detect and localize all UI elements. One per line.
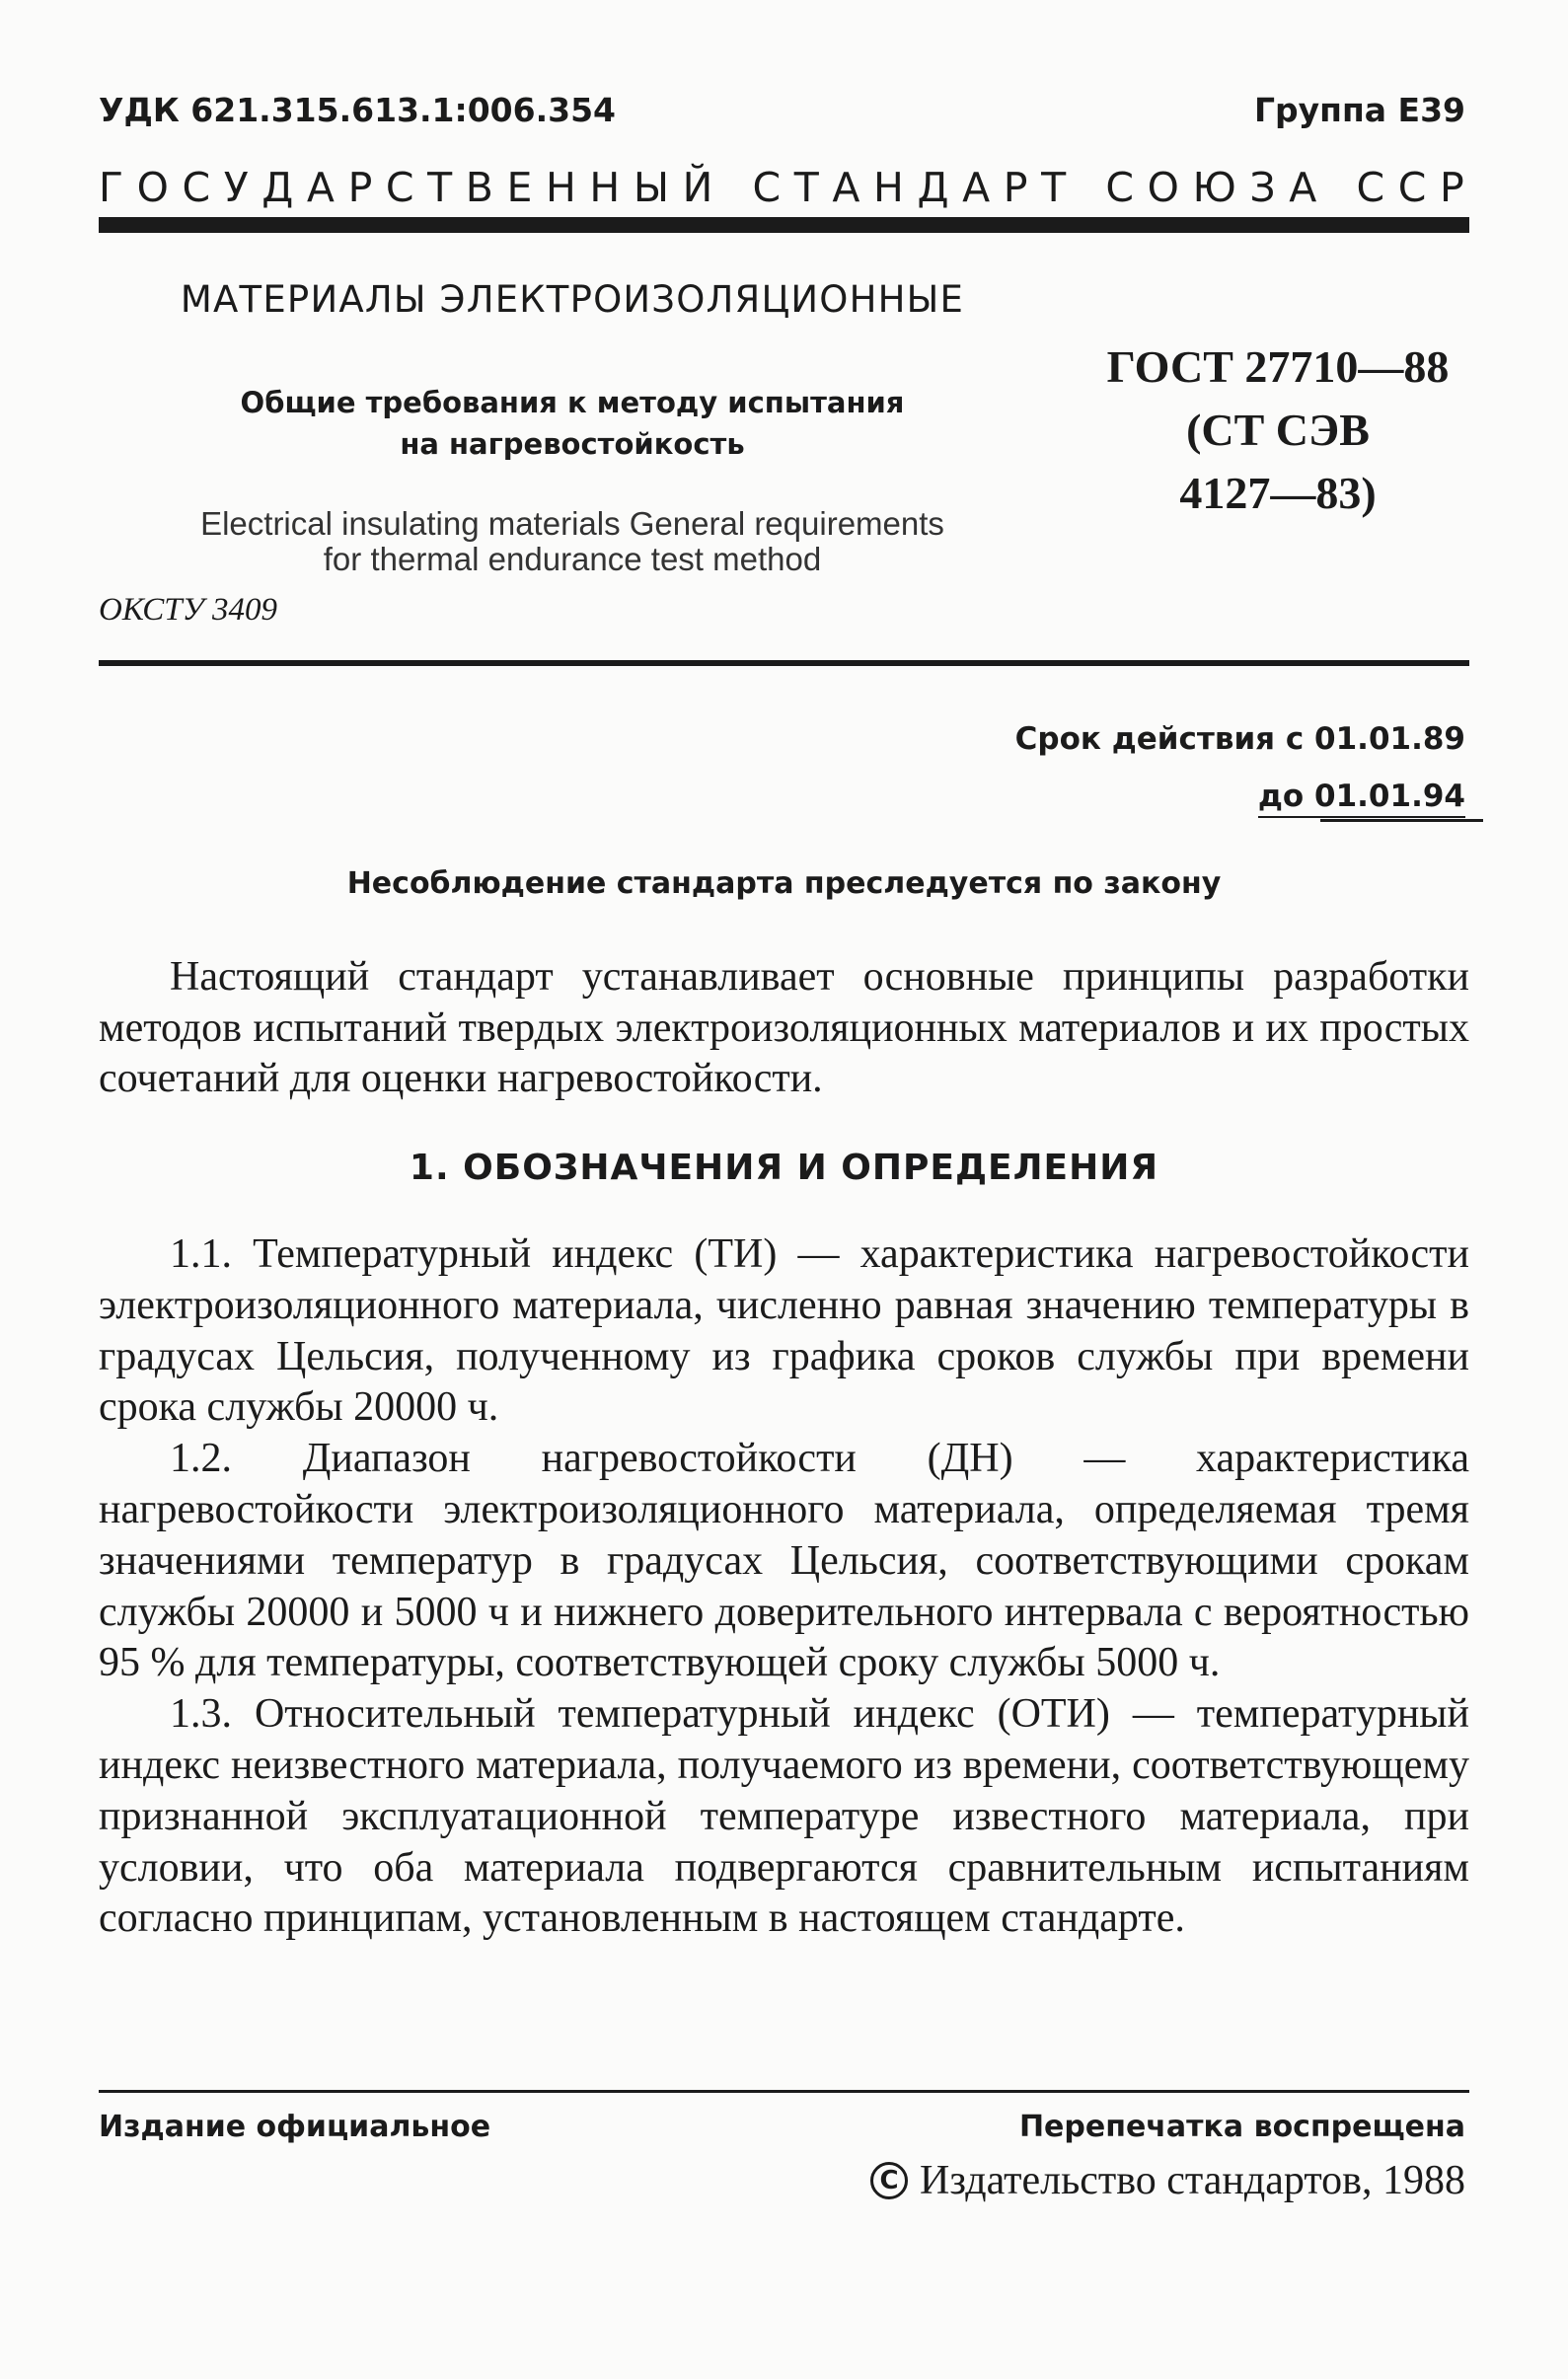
intro-paragraph: Настоящий стандарт устанавливает основные принципы разработки методов испытаний твердых электроизоляционных материалов и их простых сочетаний для оценки нагревостойкости.	[99, 954, 1469, 1101]
okstu-code: ОКСТУ 3409	[99, 592, 278, 628]
udk-code: УДК 621.315.613.1:006.354	[99, 91, 617, 129]
clause-1-2: 1.2. Диапазон нагревостойкости (ДН) — характеристика нагревостойкости электроизоляционного материала, определяемая тремя значениями температур в градусах Цельсия, соответствующими срокам службы 20000 и 5000 ч и нижнего доверительного интервала с вероятностью 95 % для температуры, соответствующей сроку службы 5000 ч.	[99, 1436, 1469, 1686]
subtitle	[99, 382, 1046, 465]
state-standard-banner: ГОСУДАРСТВЕННЫЙ СТАНДАРТ СОЮЗА ССР	[99, 164, 1478, 211]
group-code: Группа Е39	[1254, 91, 1465, 129]
st-sev-number-line-1: (СТ СЭВ	[1186, 405, 1370, 455]
clauses-block	[99, 1229, 1469, 1945]
title-block	[99, 278, 1046, 577]
middle-rule	[99, 660, 1469, 666]
main-title: МАТЕРИАЛЫ ЭЛЕКТРОИЗОЛЯЦИОННЫЕ	[180, 278, 965, 321]
gost-number: ГОСТ 27710—88	[1106, 341, 1450, 392]
validity-period	[1015, 710, 1465, 825]
english-title-line-2: for thermal endurance test method	[323, 541, 822, 577]
top-thick-rule	[99, 217, 1469, 233]
copyright-text: Издательство стандартов, 1988	[920, 2158, 1465, 2203]
english-title	[99, 506, 1046, 577]
section-heading: 1. ОБОЗНАЧЕНИЯ И ОПРЕДЕЛЕНИЯ	[409, 1148, 1159, 1188]
subtitle-line-1: Общие требования к методу испытания	[240, 386, 905, 419]
reprint-prohibited-label: Перепечатка воспрещена	[1018, 2110, 1465, 2144]
clause-1-1: 1.1. Температурный индекс (ТИ) — характеристика нагревостойкости электроизоляционного материала, численно равная значению температуры в градусах Цельсия, полученному из графика сроков службы при времени срока службы 20000 ч.	[99, 1231, 1469, 1431]
gost-number-block	[1061, 335, 1495, 525]
footer-rule	[99, 2090, 1469, 2093]
subtitle-line-2: на нагревостойкость	[400, 427, 745, 461]
english-title-line-1: Electrical insulating materials General requirements	[200, 505, 944, 542]
st-sev-number-line-2: 4127—83)	[1179, 468, 1377, 518]
validity-underline	[1320, 819, 1483, 822]
official-edition-label: Издание официальное	[99, 2110, 491, 2144]
validity-to: до 01.01.94	[1258, 779, 1465, 818]
copyright-icon: С	[870, 2162, 908, 2199]
legal-notice: Несоблюдение стандарта преследуется по закону	[346, 866, 1222, 901]
intro-paragraph-block	[99, 952, 1469, 1105]
validity-from: Срок действия с 01.01.89	[1014, 721, 1465, 757]
clause-1-3: 1.3. Относительный температурный индекс (ОТИ) — температурный индекс неизвестного материала, получаемого из времени, соответствующему признанной эксплуатационной температуре известного материала, при условии, что оба материала подвергаются сравнительным испытаниям согласно принципам, установленным в настоящем стандарте.	[99, 1691, 1469, 1942]
copyright-line	[870, 2157, 1465, 2204]
